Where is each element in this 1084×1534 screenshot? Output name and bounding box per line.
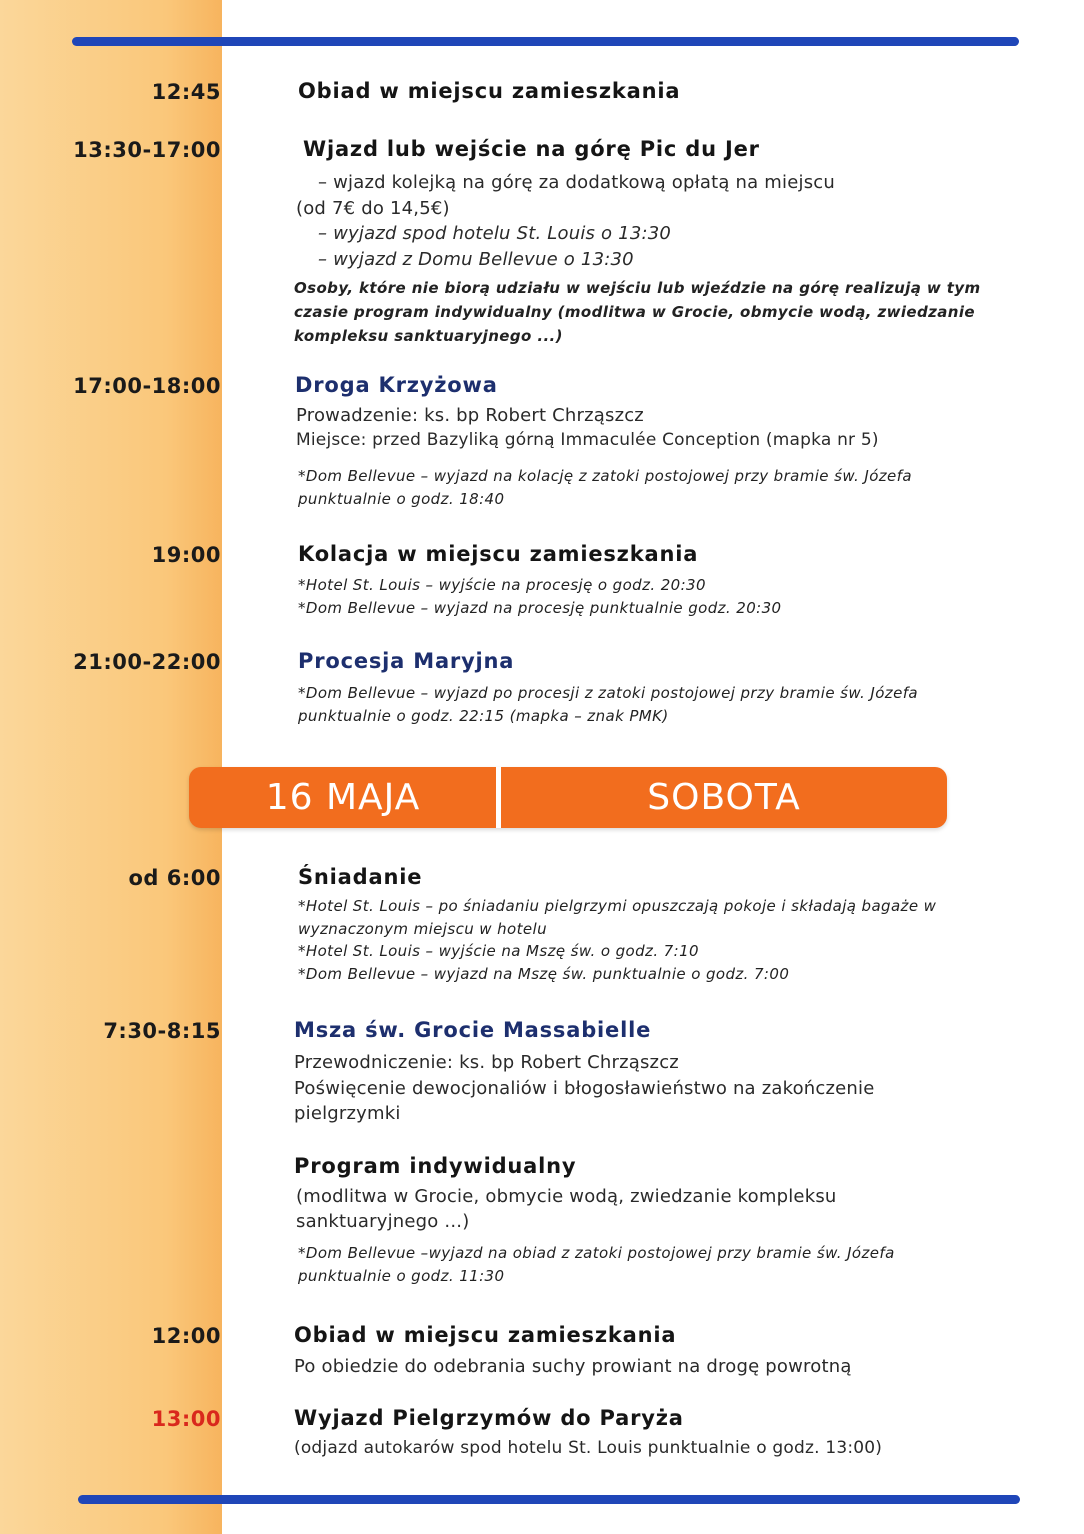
entry-title: Procesja Maryjna bbox=[298, 649, 515, 673]
entry-title: Obiad w miejscu zamieszkania bbox=[294, 1323, 677, 1347]
day-banner bbox=[189, 767, 947, 828]
day-weekday: SOBOTA bbox=[647, 777, 801, 818]
day-date: 16 MAJA bbox=[265, 777, 421, 818]
entry-time: 7:30-8:15 bbox=[103, 1019, 221, 1043]
entry-time: 19:00 bbox=[151, 543, 221, 567]
top-rule bbox=[72, 37, 1019, 46]
entry-title: Msza św. Grocie Massabielle bbox=[294, 1018, 652, 1042]
entry-time: 17:00-18:00 bbox=[73, 374, 221, 398]
entry-note: *Dom Bellevue – wyjazd na Mszę św. punktualnie o godz. 7:00 bbox=[298, 965, 790, 983]
entry-time: 12:45 bbox=[151, 80, 221, 104]
entry-note: *Hotel St. Louis – wyjście na procesję o godz. 20:30 bbox=[298, 576, 706, 594]
entry-note: *Hotel St. Louis – wyjście na Mszę św. o godz. 7:10 bbox=[298, 942, 699, 960]
entry-line: Przewodniczenie: ks. bp Robert Chrząszcz bbox=[294, 1052, 679, 1073]
entry-line: Miejsce: przed Bazyliką górną Immaculée Conception (mapka nr 5) bbox=[296, 430, 879, 450]
entry-line: – wjazd kolejką na górę za dodatkową opłatą na miejscu bbox=[318, 172, 835, 193]
entry-title: Program indywidualny bbox=[294, 1154, 577, 1178]
entry-line: Poświęcenie dewocjonaliów i błogosławieństwo na zakończenie pielgrzymki bbox=[294, 1078, 875, 1124]
entry-title: Wyjazd Pielgrzymów do Paryża bbox=[294, 1406, 684, 1430]
entry-title: Kolacja w miejscu zamieszkania bbox=[298, 542, 699, 566]
entry-title: Śniadanie bbox=[298, 865, 423, 889]
entry-line: Po obiedzie do odebrania suchy prowiant na drogę powrotną bbox=[294, 1356, 852, 1377]
entry-time: od 6:00 bbox=[128, 866, 221, 890]
entry-time: 12:00 bbox=[151, 1324, 221, 1348]
entry-note: Osoby, które nie biorą udziału w wejściu lub wjeździe na górę realizują w tym czasie program indywidualny (modlitwa w Grocie, obmycie wodą, zwiedzanie kompleksu sanktuaryjnego ...) bbox=[294, 279, 981, 345]
entry-title: Obiad w miejscu zamieszkania bbox=[298, 79, 681, 103]
entry-time: 13:30-17:00 bbox=[73, 138, 221, 162]
entry-line: (odjazd autokarów spod hotelu St. Louis punktualnie o godz. 13:00) bbox=[294, 1438, 883, 1458]
entry-note: *Dom Bellevue –wyjazd na obiad z zatoki postojowej przy bramie św. Józefa punktualnie o godz. 11:30 bbox=[298, 1244, 895, 1285]
entry-line: – wyjazd spod hotelu St. Louis o 13:30 bbox=[318, 223, 672, 244]
entry-note: *Dom Bellevue – wyjazd na kolację z zatoki postojowej przy bramie św. Józefa punktualnie o godz. 18:40 bbox=[298, 467, 912, 508]
entry-line: (od 7€ do 14,5€) bbox=[296, 198, 450, 219]
entry-title: Wjazd lub wejście na górę Pic du Jer bbox=[303, 137, 760, 161]
entry-note: *Dom Bellevue – wyjazd na procesję punktualnie godz. 20:30 bbox=[298, 599, 782, 617]
bottom-rule bbox=[78, 1495, 1020, 1504]
entry-line: (modlitwa w Grocie, obmycie wodą, zwiedzanie kompleksu sanktuaryjnego ...) bbox=[296, 1186, 837, 1232]
entry-note: *Dom Bellevue – wyjazd po procesji z zatoki postojowej przy bramie św. Józefa punktualnie o godz. 22:15 (mapka – znak PMK) bbox=[298, 684, 918, 725]
entry-title: Droga Krzyżowa bbox=[295, 373, 498, 397]
entry-time: 13:00 bbox=[151, 1407, 221, 1431]
entry-line: – wyjazd z Domu Bellevue o 13:30 bbox=[318, 249, 634, 270]
entry-line: Prowadzenie: ks. bp Robert Chrząszcz bbox=[296, 405, 644, 426]
entry-note: *Hotel St. Louis – po śniadaniu pielgrzymi opuszczają pokoje i składają bagaże w wyznaczonym miejscu w hotelu bbox=[298, 897, 937, 938]
entry-time: 21:00-22:00 bbox=[73, 650, 221, 674]
